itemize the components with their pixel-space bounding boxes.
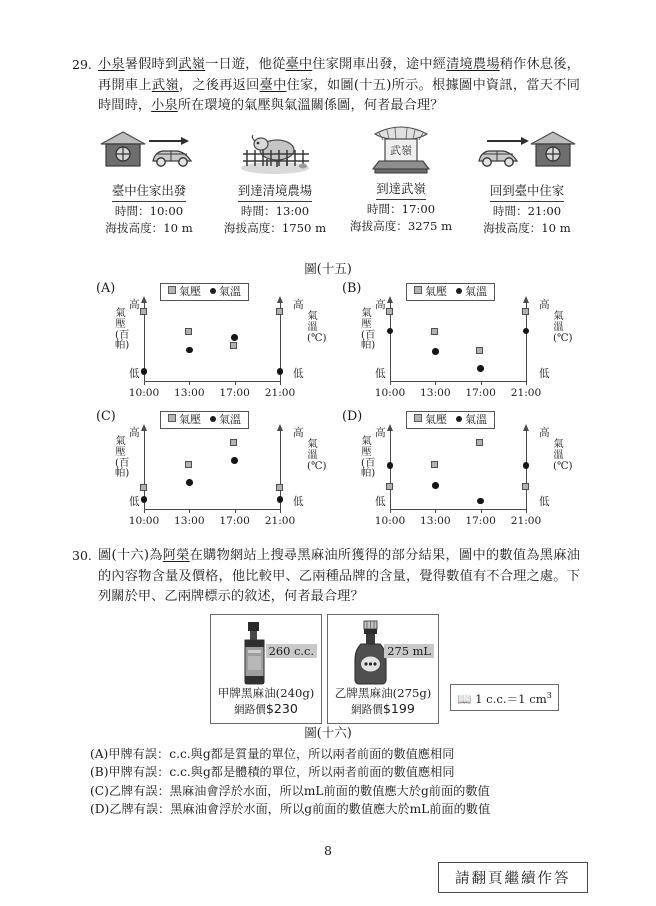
right-axis-high-mark: 高 [539,299,550,311]
wuling-monument-icon [342,122,460,174]
question-30-text [98,546,580,608]
plot-area [374,303,542,399]
x-tick [235,381,236,385]
legend-label-temperature: 氣溫 [465,413,487,426]
right-axis-high-mark: 高 [293,427,304,439]
chart-legend [160,411,249,429]
turn-page-notice: 請翻頁繼續作答 [438,862,588,893]
left-axis-high-mark: 高 [129,299,140,311]
data-point-pressure [476,439,483,446]
data-point-pressure [522,483,529,490]
book-icon: 📖 [457,692,472,706]
underlined-term: 阿榮 [162,548,190,563]
question-29-text [98,55,580,117]
axis-arrow-right-icon [523,424,529,431]
x-tick [435,509,436,513]
x-tick-label: 13:00 [174,387,205,399]
plot-area [128,303,296,399]
price-value: $230 [265,701,298,716]
question-text-run: 稍作休息後，再開車上 [98,57,580,93]
question-text-run: 住家，如圖(十五)所示。根據圖中資訊，當天不同時間時， [98,77,580,113]
underlined-term: 武嶺 [178,57,206,72]
data-point-pressure [522,308,529,315]
x-tick-label: 17:00 [219,387,250,399]
scene-qingjing-farm [214,128,336,236]
axis-arrow-left-icon [387,424,393,431]
legend-dot-icon [456,416,462,422]
axis-arrow-left-icon [387,296,393,303]
scene-title: 到達武嶺 [376,181,426,200]
question-text-run: 住家開車出發，途中經 [312,57,447,72]
data-point-pressure [185,328,192,335]
question-29-number: 29. [72,57,92,72]
chart-legend [160,283,249,301]
legend-label-temperature: 氣溫 [465,285,487,298]
car-house-return-icon [468,128,586,176]
x-tick [189,509,190,513]
data-point-pressure [140,308,147,315]
monument-text: 武嶺 [390,144,412,157]
data-point-temperature [477,498,484,505]
x-tick-label: 10:00 [374,515,406,527]
x-tick [435,381,436,385]
right-axis-high-mark: 高 [293,299,304,311]
x-tick-label: 13:00 [420,387,451,399]
data-point-temperature [387,328,394,335]
oil-bottle-round-icon [331,620,435,686]
x-tick-label: 21:00 [264,387,296,399]
data-point-temperature [387,462,394,469]
y-axis-right-label: 氣溫(℃) [307,438,327,472]
y-axis-left-label: 氣壓(百帕) [115,307,130,352]
chart-option-a [96,281,328,403]
right-axis-high-mark: 高 [539,427,550,439]
x-tick [526,509,527,513]
scene-return-taichung [466,128,588,236]
scene-time: 時間：10:00 [114,204,184,218]
axis-left [390,431,391,509]
plot-area [128,431,296,527]
data-point-temperature [432,348,439,355]
question-29 [68,55,580,117]
chart-legend [406,283,495,301]
scene-wuling [340,128,462,236]
legend-label-temperature: 氣溫 [219,285,241,298]
scene-title: 到達清境農場 [238,183,312,202]
scene-time: 時間：13:00 [240,204,310,218]
x-tick-label: 10:00 [128,515,160,527]
question-text-run: 暑假時到 [124,57,179,72]
x-tick-label: 17:00 [219,515,250,527]
axis-bottom [390,381,526,382]
product-price [214,701,318,718]
x-tick [280,381,281,385]
left-axis-low-mark: 低 [375,496,386,508]
legend-label-temperature: 氣溫 [219,413,241,426]
data-point-pressure [431,461,438,468]
x-tick-label: 21:00 [510,515,542,527]
data-point-pressure [185,461,192,468]
underlined-term: 武嶺 [151,77,179,93]
data-point-temperature [141,368,148,375]
scene-altitude: 海拔高度：10 m [483,221,571,235]
legend-label-pressure: 氣壓 [179,413,201,426]
x-tick [526,381,527,385]
x-tick [235,509,236,513]
data-point-pressure [386,483,393,490]
page-number: 8 [324,843,332,858]
axis-arrow-right-icon [277,424,283,431]
underlined-term: 清境農場 [446,57,500,72]
price-label: 網路價 [234,704,266,716]
data-point-temperature [186,479,193,486]
scene-time: 時間：21:00 [492,204,562,218]
axis-bottom [390,509,526,510]
legend-dot-icon [456,288,462,294]
right-axis-low-mark: 低 [539,368,550,380]
option-b[interactable]: (B)甲牌有誤：c.c.與g都是體積的單位，所以兩者前面的數值應相同 [90,765,455,780]
chart-option-d [342,409,574,531]
unit-note-text: 1 c.c.＝1 cm [475,692,547,706]
chart-legend [406,411,495,429]
data-point-pressure [276,308,283,315]
figure-16-caption: 圖(十六) [304,725,352,740]
unit-note-box [450,684,559,711]
left-axis-high-mark: 高 [375,299,386,311]
x-tick-label: 10:00 [128,387,160,399]
legend-label-pressure: 氣壓 [425,285,447,298]
right-axis-low-mark: 低 [539,496,550,508]
product-card-brand-jia [210,614,322,724]
underlined-term: 臺中 [285,57,313,72]
x-tick [481,509,482,513]
data-point-pressure [431,328,438,335]
x-tick [144,509,145,513]
data-point-temperature [523,328,530,335]
product-name: 乙牌黑麻油(275g) [334,686,432,700]
right-axis-low-mark: 低 [293,496,304,508]
underlined-term: 臺中 [259,77,287,93]
house-car-depart-icon [90,128,208,176]
y-axis-right-label: 氣溫(℃) [553,310,573,344]
product-name: 甲牌黑麻油(240g) [217,686,315,700]
x-tick [144,381,145,385]
scene-depart-taichung [88,128,210,236]
axis-right [526,431,527,509]
underlined-term: 小泉 [151,98,178,113]
x-tick [189,381,190,385]
data-point-temperature [277,496,284,503]
option-d[interactable]: (D)乙牌有誤：黑麻油會浮於水面，所以g前面的數值應大於mL前面的數值 [90,802,491,817]
axis-arrow-right-icon [523,296,529,303]
scene-altitude: 海拔高度：1750 m [223,221,327,235]
price-value: $199 [382,701,415,716]
data-point-pressure [476,347,483,354]
x-tick-label: 21:00 [264,515,296,527]
chart-option-b [342,281,574,403]
figure-15-scenes [88,128,588,236]
question-30-number: 30. [72,548,92,563]
legend-square-icon [168,414,176,422]
data-point-temperature [231,457,238,464]
scene-altitude: 海拔高度：10 m [105,221,193,235]
y-axis-left-label: 氣壓(百帕) [115,435,130,480]
x-tick [390,381,391,385]
x-tick [481,381,482,385]
data-point-pressure [276,484,283,491]
chart-letter-a: (A) [96,281,116,296]
question-30 [68,546,580,608]
left-axis-low-mark: 低 [129,368,140,380]
right-axis-low-mark: 低 [293,368,304,380]
y-axis-left-label: 氣壓(百帕) [361,307,376,352]
data-point-pressure [140,484,147,491]
data-point-pressure [386,308,393,315]
question-30-options [90,745,490,819]
underlined-term: 小泉 [98,57,125,72]
data-point-temperature [477,365,484,372]
sheep-farm-icon [216,128,334,176]
axis-arrow-left-icon [141,424,147,431]
left-axis-low-mark: 低 [375,368,386,380]
axis-arrow-right-icon [277,296,283,303]
question-text-run: 所在環境的氣壓與氣溫關係圖，何者最合理？ [177,98,444,113]
x-tick-label: 21:00 [510,387,542,399]
question-text-run: ，之後再返回 [178,77,260,93]
chart-letter-b: (B) [342,281,362,296]
volume-tag: 260 c.c. [266,644,317,658]
legend-label-pressure: 氣壓 [179,285,201,298]
left-axis-high-mark: 高 [129,427,140,439]
scene-time: 時間：17:00 [366,202,436,216]
left-axis-low-mark: 低 [129,496,140,508]
chart-letter-d: (D) [342,409,363,424]
legend-square-icon [414,414,422,422]
figure-16-products [210,614,559,724]
option-c[interactable]: (C)乙牌有誤：黑麻油會浮於水面，所以mL前面的數值應大於g前面的數值 [90,783,490,798]
axis-arrow-left-icon [141,296,147,303]
plot-area [374,431,542,527]
chart-letter-c: (C) [96,409,116,424]
product-card-brand-yi [327,614,439,724]
y-axis-left-label: 氣壓(百帕) [361,435,376,480]
product-price [331,701,435,718]
axis-bottom [144,381,280,382]
question-text-run: 在購物網站上搜尋黑麻油所獲得的部分結果，圖中的數值為黑麻油的內容物含量及價格，他比較甲、乙兩種品牌的含量，覺得數值有不合理之處。下列關於甲、乙兩牌標示的敘述，何者最合理？ [98,548,580,604]
question-text-run: 一日遊，他從 [205,57,286,72]
chart-option-c [96,409,328,531]
data-point-pressure [230,342,237,349]
x-tick-label: 17:00 [465,515,496,527]
legend-dot-icon [210,416,216,422]
scene-altitude: 海拔高度：3275 m [349,219,453,233]
x-tick-label: 13:00 [174,515,205,527]
option-a[interactable]: (A)甲牌有誤：c.c.與g都是質量的單位，所以兩者前面的數值應相同 [90,747,455,761]
data-point-pressure [230,439,237,446]
legend-square-icon [414,286,422,294]
x-tick-label: 13:00 [420,515,451,527]
scene-title: 回到臺中住家 [490,183,564,202]
unit-note-exponent: 3 [546,691,552,700]
data-point-temperature [523,462,530,469]
x-tick-label: 17:00 [465,387,496,399]
x-tick [280,509,281,513]
oil-bottle-tall-icon [214,620,318,686]
legend-label-pressure: 氣壓 [425,413,447,426]
legend-square-icon [168,286,176,294]
data-point-temperature [186,347,193,354]
y-axis-right-label: 氣溫(℃) [307,310,327,344]
left-axis-high-mark: 高 [375,427,386,439]
x-tick [390,509,391,513]
data-point-temperature [231,334,238,341]
scene-title: 臺中住家出發 [112,183,186,202]
legend-dot-icon [210,288,216,294]
data-point-temperature [277,368,284,375]
x-tick-label: 10:00 [374,387,406,399]
volume-tag: 275 mL [384,644,434,658]
question-text-run: 圖(十六)為 [98,548,163,563]
data-point-temperature [432,482,439,489]
figure-15-caption: 圖(十五) [304,261,352,276]
y-axis-right-label: 氣溫(℃) [553,438,573,472]
price-label: 網路價 [351,704,383,716]
data-point-temperature [141,496,148,503]
axis-bottom [144,509,280,510]
